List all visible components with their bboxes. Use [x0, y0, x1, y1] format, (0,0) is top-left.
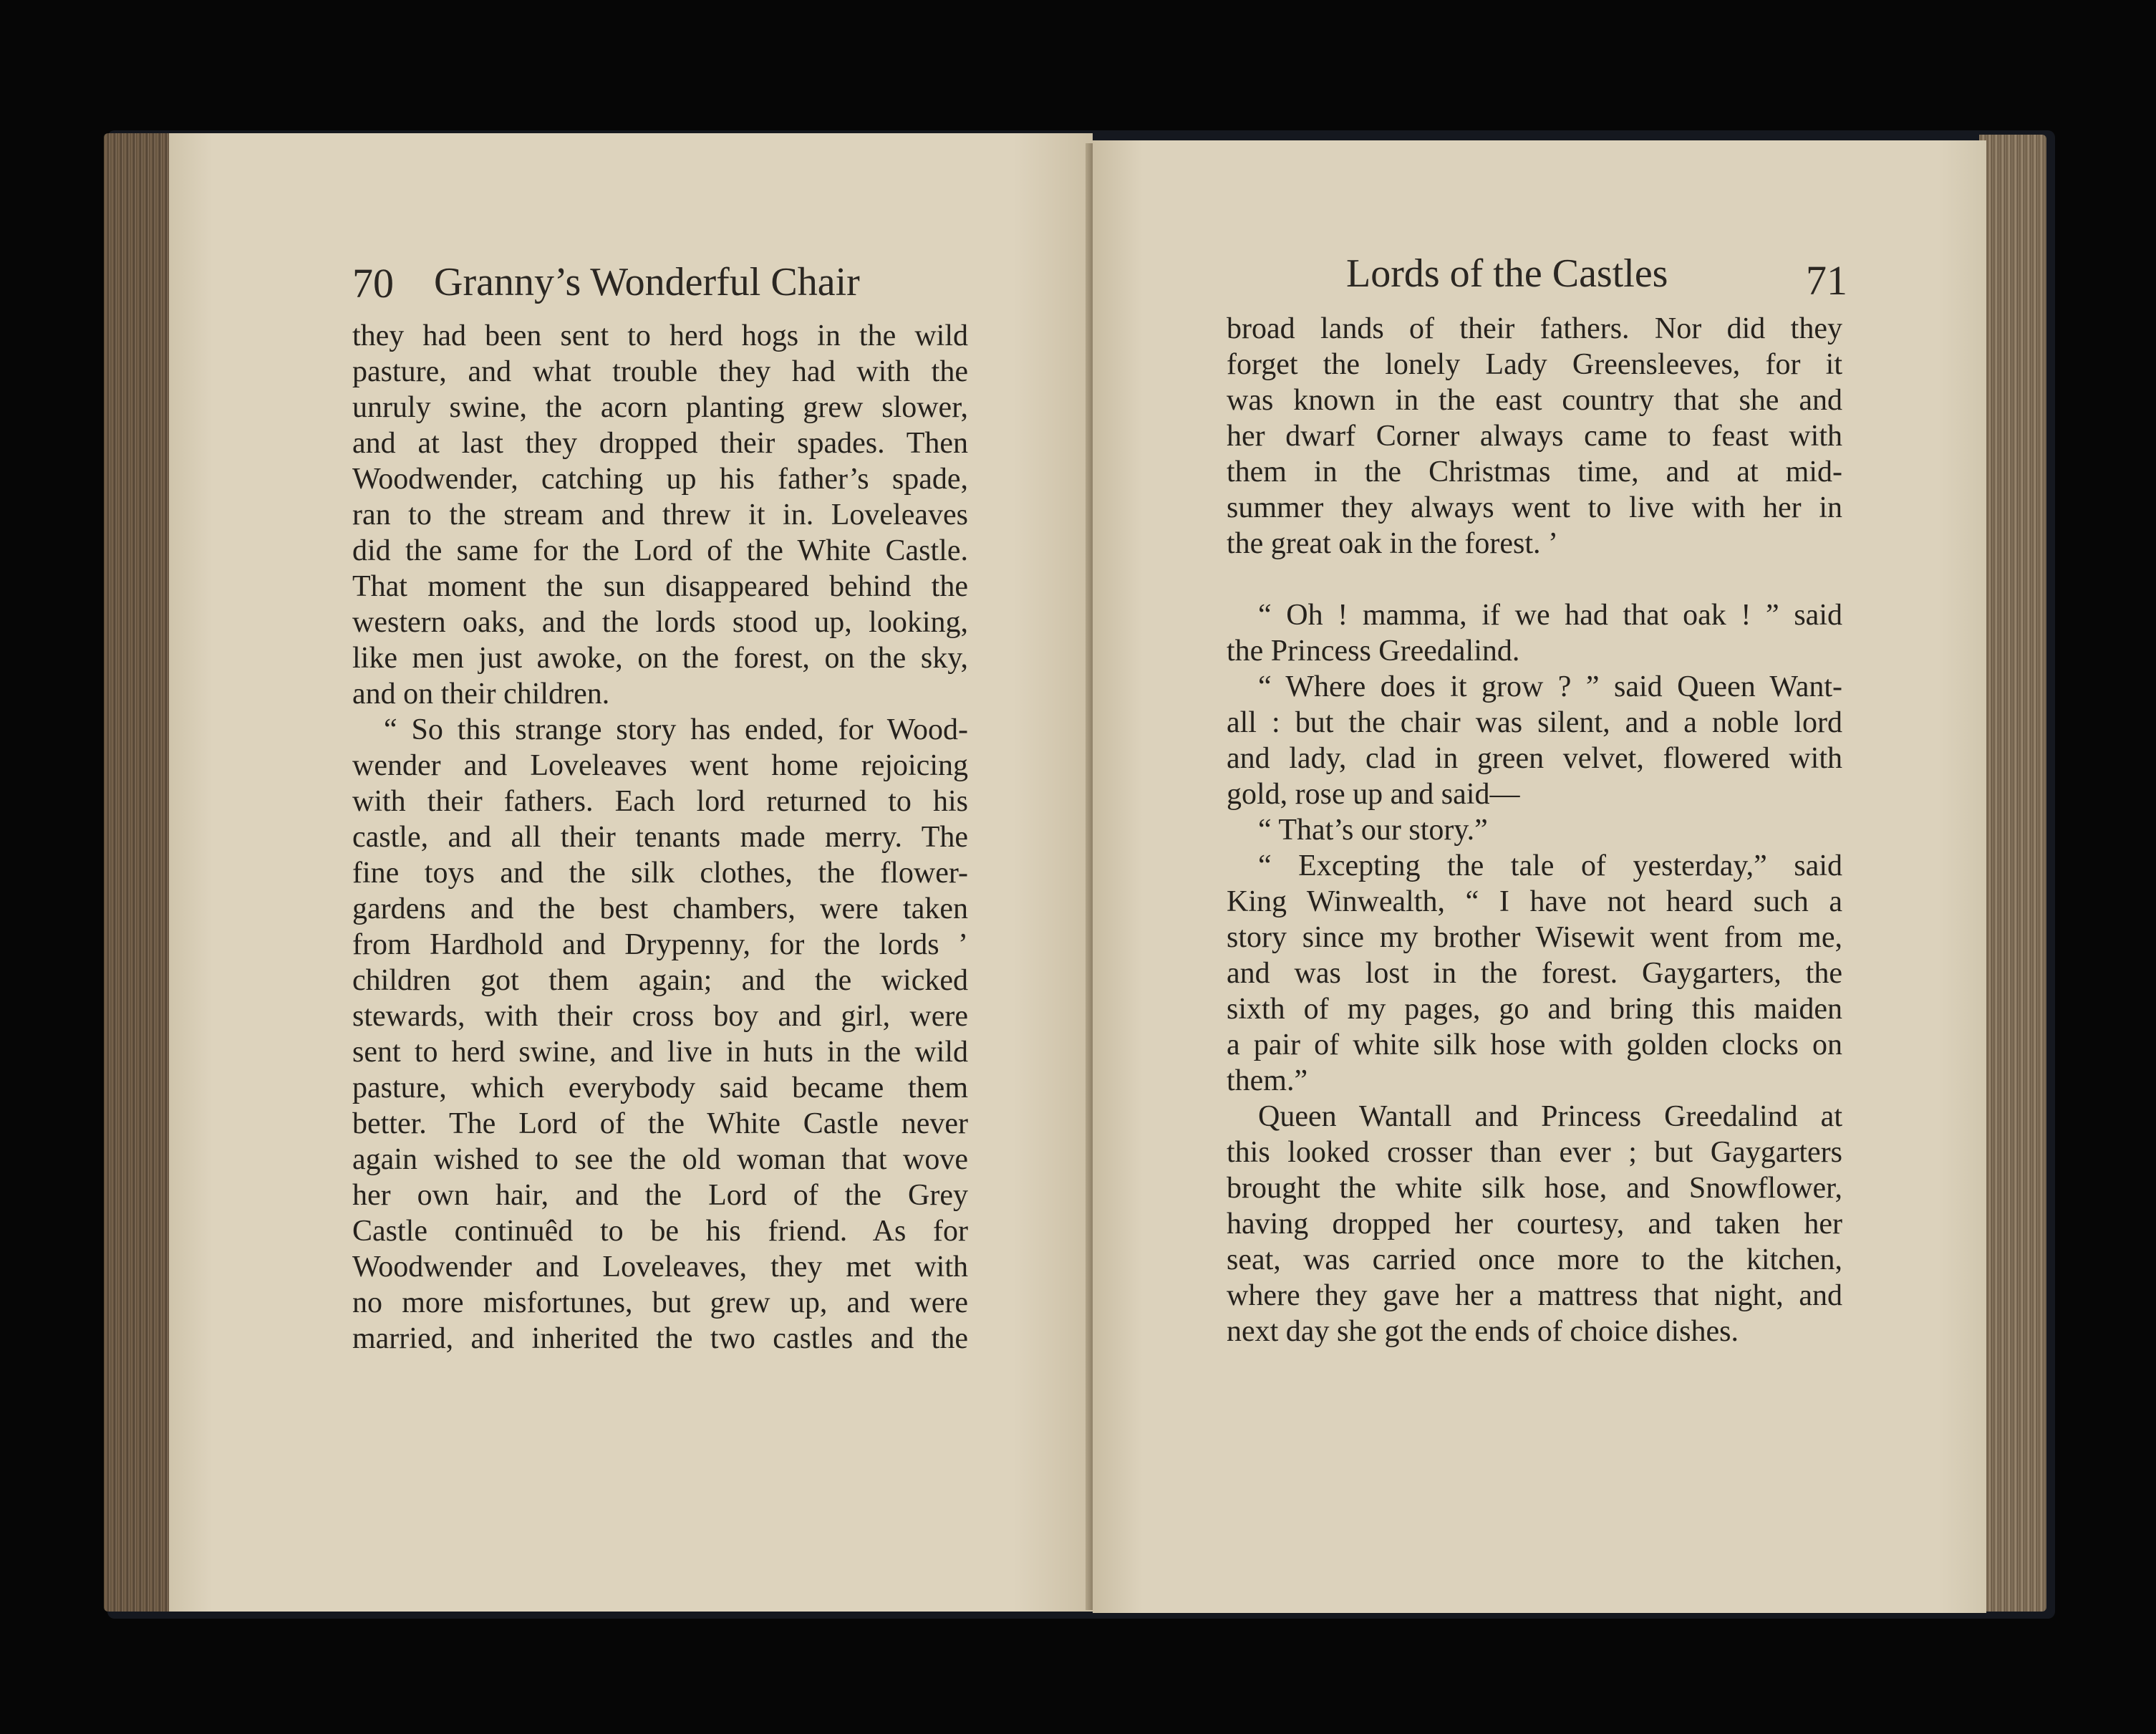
text-line: them.” [1227, 1064, 1308, 1097]
text-line: again wished to see the old woman that wove [352, 1143, 968, 1176]
text-line: having dropped her courtesy, and taken her [1227, 1208, 1842, 1241]
text-line: “ That’s our story.” [1258, 814, 1488, 847]
text-line: did the same for the Lord of the White Castle. [352, 534, 968, 567]
text-line: a pair of white silk hose with golden clocks on [1227, 1029, 1842, 1061]
text-line: with their fathers. Each lord returned to his [352, 785, 968, 818]
text-line: “ So this strange story has ended, for Wood- [384, 713, 968, 746]
right-running-title: Lords of the Castles [1346, 251, 1668, 296]
text-line: western oaks, and the lords stood up, looking, [352, 606, 968, 639]
left-page [169, 133, 1093, 1612]
text-line: Woodwender, catching up his father’s spade, [352, 463, 968, 496]
left-running-title: Granny’s Wonderful Chair [434, 260, 860, 304]
text-line: wender and Loveleaves went home rejoicing [352, 749, 968, 782]
text-line: “ Where does it grow ? ” said Queen Want- [1258, 670, 1842, 703]
text-line: pasture, and what trouble they had with the [352, 355, 968, 388]
left-page-edges [104, 133, 177, 1612]
text-line: this looked crosser than ever ; but Gaygarters [1227, 1136, 1842, 1169]
text-line: pasture, which everybody said became them [352, 1071, 968, 1104]
text-line: gardens and the best chambers, were taken [352, 892, 968, 925]
text-line: like men just awoke, on the forest, on the sky, [352, 642, 968, 675]
text-line: forget the lonely Lady Greensleeves, for it [1227, 348, 1842, 381]
text-line: That moment the sun disappeared behind the [352, 570, 968, 603]
text-line: fine toys and the silk clothes, the flower- [352, 857, 968, 890]
text-line: next day she got the ends of choice dishes. [1227, 1315, 1739, 1348]
text-line: seat, was carried once more to the kitchen, [1227, 1243, 1842, 1276]
blank-line [1227, 562, 1842, 597]
right-page-text [1227, 311, 1842, 1349]
text-line: children got them again; and the wicked [352, 964, 968, 997]
left-page-text [352, 318, 968, 1357]
text-line: and lady, clad in green velvet, flowered with [1227, 742, 1842, 775]
text-line: summer they always went to live with her in [1227, 491, 1842, 524]
text-line: they had been sent to herd hogs in the wild [352, 319, 968, 352]
text-line: ran to the stream and threw it in. Loveleaves [352, 498, 968, 531]
text-line: King Winwealth, “ I have not heard such a [1227, 885, 1842, 918]
text-line: Woodwender and Loveleaves, they met with [352, 1251, 968, 1283]
text-line: brought the white silk hose, and Snowflower, [1227, 1172, 1842, 1205]
text-line: Castle continuêd to be his friend. As for [352, 1215, 968, 1248]
text-line: castle, and all their tenants made merry. The [352, 821, 968, 854]
text-line: her own hair, and the Lord of the Grey [352, 1179, 968, 1212]
left-page-number: 70 [352, 260, 394, 307]
right-page [1093, 140, 1986, 1613]
text-line: unruly swine, the acorn planting grew slower, [352, 391, 968, 424]
text-line: them in the Christmas time, and at mid- [1227, 456, 1842, 488]
text-line: sent to herd swine, and live in huts in the wild [352, 1036, 968, 1069]
text-line: better. The Lord of the White Castle never [352, 1107, 968, 1140]
text-line: and was lost in the forest. Gaygarters, the [1227, 957, 1842, 990]
text-line: the Princess Greedalind. [1227, 635, 1520, 668]
text-line: sixth of my pages, go and bring this maiden [1227, 993, 1842, 1026]
text-line: all : but the chair was silent, and a noble lord [1227, 706, 1842, 739]
text-line: where they gave her a mattress that night, and [1227, 1279, 1842, 1312]
text-line: story since my brother Wisewit went from me, [1227, 921, 1842, 954]
text-line: was known in the east country that she and [1227, 384, 1842, 417]
text-line: “ Excepting the tale of yesterday,” said [1258, 849, 1842, 882]
text-line: gold, rose up and said— [1227, 778, 1520, 811]
text-line: Queen Wantall and Princess Greedalind at [1258, 1100, 1842, 1133]
right-page-edges [1979, 135, 2046, 1612]
text-line: married, and inherited the two castles and the [352, 1322, 968, 1355]
text-line: from Hardhold and Drypenny, for the lords ’ [352, 928, 968, 961]
text-line: “ Oh ! mamma, if we had that oak ! ” said [1258, 599, 1842, 632]
right-page-number: 71 [1806, 257, 1847, 304]
text-line: no more misfortunes, but grew up, and were [352, 1286, 968, 1319]
text-line: the great oak in the forest. ’ [1227, 527, 1558, 560]
text-line: broad lands of their fathers. Nor did they [1227, 312, 1842, 345]
text-line: her dwarf Corner always came to feast with [1227, 420, 1842, 453]
text-line: and on their children. [352, 678, 610, 711]
text-line: stewards, with their cross boy and girl, were [352, 1000, 968, 1033]
text-line: and at last they dropped their spades. Then [352, 427, 968, 460]
